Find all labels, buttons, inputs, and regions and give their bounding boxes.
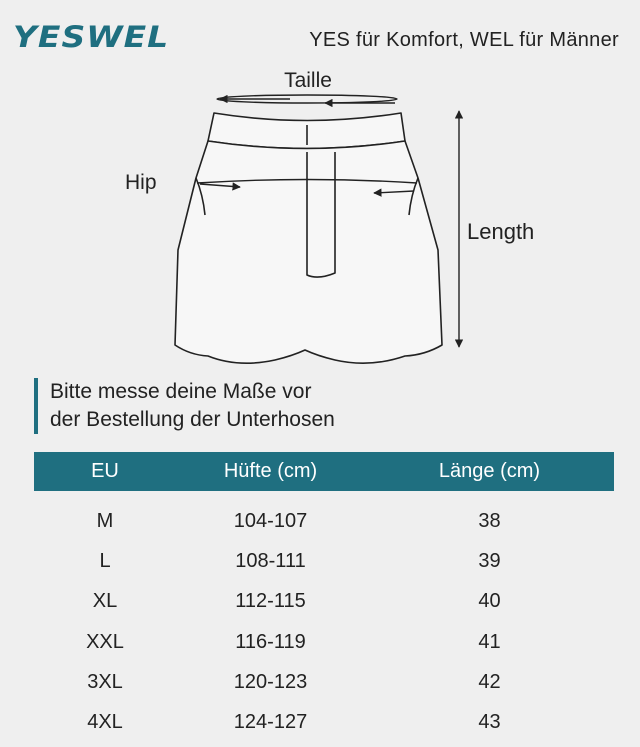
- note-line-2: der Bestellung der Unterhosen: [50, 408, 335, 431]
- waist-label: Taille: [284, 69, 332, 92]
- measurement-note: [34, 378, 335, 434]
- header-eu: EU: [34, 452, 176, 491]
- brand-logo: YESWEL: [13, 19, 170, 55]
- table-row: [34, 702, 614, 742]
- length-label: Length: [467, 219, 535, 244]
- cell-size: L: [99, 549, 111, 572]
- hip-label: Hip: [125, 171, 157, 194]
- cell-length: 42: [478, 670, 501, 693]
- size-table-header: [34, 452, 614, 491]
- cell-size: XXL: [86, 630, 124, 653]
- cell-hip: 116-119: [235, 630, 306, 653]
- cell-length: 41: [478, 630, 501, 653]
- cell-hip: 112-115: [235, 590, 306, 613]
- cell-size: 4XL: [87, 711, 123, 734]
- cell-hip: 120-123: [233, 670, 308, 693]
- cell-size: XL: [92, 590, 118, 613]
- shorts-measurement-diagram: [0, 60, 640, 370]
- table-row: [34, 541, 614, 581]
- cell-length: 38: [478, 509, 501, 532]
- cell-size: 3XL: [87, 670, 123, 693]
- cell-length: 39: [478, 549, 501, 572]
- waist-measure-arrows: [217, 95, 397, 103]
- size-table: [34, 452, 614, 743]
- header-length: Länge (cm): [365, 452, 614, 491]
- note-line-1: Bitte messe deine Maße vor: [50, 380, 312, 403]
- table-row: [34, 491, 614, 541]
- cell-size: M: [96, 509, 114, 532]
- header-hip: Hüfte (cm): [176, 452, 365, 491]
- cell-hip: 104-107: [233, 509, 308, 532]
- table-row: [34, 582, 614, 622]
- cell-length: 43: [478, 711, 501, 734]
- brand-tagline: YES für Komfort, WEL für Männer: [309, 29, 619, 51]
- cell-length: 40: [478, 590, 501, 613]
- table-row: [34, 622, 614, 662]
- shorts-outline: [175, 113, 442, 363]
- table-row: [34, 662, 614, 702]
- cell-hip: 124-127: [233, 711, 308, 734]
- cell-hip: 108-111: [235, 549, 306, 572]
